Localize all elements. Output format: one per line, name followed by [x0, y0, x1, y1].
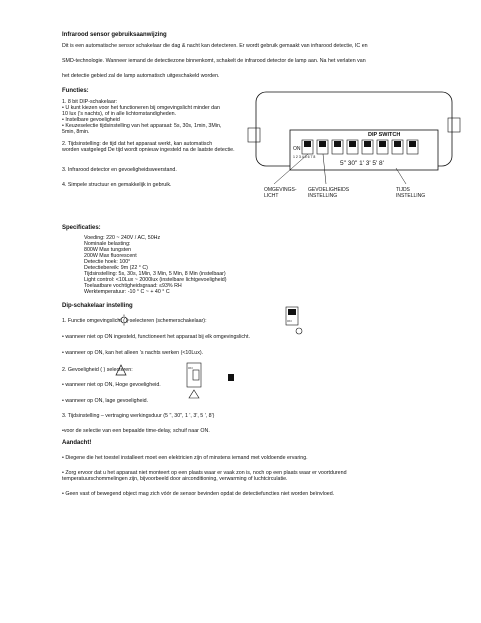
intro-line: het detectie gebied zal de lamp automatisch uitgeschakeld worden.: [62, 73, 220, 79]
dip-switch-diagram: [246, 90, 466, 220]
spec-line: Voeding: 220 ~ 240V / AC, 50Hz: [84, 235, 161, 241]
dip-line: 2. Gevoeligheid ( ) selecteren:: [62, 367, 133, 373]
intro-line: Dit is een automatische sensor schakelaar die dag & nacht kan detecteren. Er wordt gebruik gemaakt van infrarood detectie, IC en: [62, 43, 368, 49]
spec-line: Werktemperatuur: -10 ° C ~ + 40 ° C: [84, 289, 170, 295]
triangle-icon: [115, 364, 127, 376]
functies-line: • Instelbare gevoeligheid: [62, 117, 120, 123]
spec-line: 800W Max tungsten: [84, 247, 132, 253]
spec-line: 200W Max fluorescent: [84, 253, 137, 259]
functies-line: 3. Infrarood detector en gevoeligheidsweerstand.: [62, 167, 177, 173]
dip-numbers: 1 2 3 4 5 6 7 8: [293, 155, 316, 159]
functies-line: • Keuzeselectie tijdsinstelling van het apparaat: 5s, 30s, 1min, 3Min,: [62, 123, 222, 129]
functies-line: 1. 8 bit DIP-schakelaar:: [62, 99, 118, 105]
sun-moon-icon: [118, 314, 130, 326]
dip-on-label: ON: [293, 146, 301, 152]
functies-line: worden vastgelegd De tijd wordt opnieuw ingesteld na de laatste detectie.: [62, 147, 235, 153]
housing-mount-right: [448, 118, 460, 132]
dip-switch-2-knob: [319, 141, 326, 147]
switch-on-text: ON: [287, 319, 292, 323]
label-time-line2: INSTELLING: [396, 193, 426, 199]
housing-mount-left: [248, 128, 260, 142]
dip-switch-4-knob: [349, 141, 356, 147]
aandacht-heading: Aandacht!: [62, 440, 92, 446]
spec-line: Detectiebereik: 9m (22 ° C): [84, 265, 148, 271]
functies-line: 5min, 8min.: [62, 129, 90, 135]
functies-heading: Functies:: [62, 88, 89, 94]
aandacht-line: • Geen vast of bewegend object mag zich vóór de sensor bevinden opdat de detectiefuncties niet worden beïnvloed.: [62, 491, 335, 497]
dip-line: 1. Functie omgevingslicht ( ) selecteren (schemerschakelaar):: [62, 318, 207, 324]
dip-switch-8-knob: [409, 141, 416, 147]
functies-line: 10 lux ('s nachts), of in alle lichtomstandigheden.: [62, 111, 177, 117]
functies-line: 4. Simpele structuur en gemakkelijk in gebruik.: [62, 182, 172, 188]
dip-section-heading: Dip-schakelaar instelling: [62, 303, 133, 309]
dip-time-values: 5" 30" 1' 3' 5' 8': [340, 160, 384, 167]
label-light-line2: LICHT: [264, 193, 279, 199]
spec-line: Light control: <10Lux ~ 2000lux (instelbare lichtgevoeligheid): [84, 277, 227, 283]
spec-line: Toelaatbare vochtigheidsgraad: ≤93% RH: [84, 283, 182, 289]
label-sensitivity-line2: INSTELLING: [308, 193, 338, 199]
dip-switch-7-knob: [394, 141, 401, 147]
label-sensitivity-line1: GEVOELIGHEIDS: [308, 187, 350, 193]
dip-title: DIP SWITCH: [368, 132, 401, 138]
intro-line: SMD-technologie. Wanneer iemand de detectiezone binnenkomt, schakelt de infrarood detector de lamp aan. Na het verlaten van: [62, 58, 366, 64]
spec-line: Tijdsinstelling: 5s, 30s, 1Min, 3 Min, 5 Min, 8 Min (instelbaar): [84, 271, 226, 277]
dip-switch-6-knob: [379, 141, 386, 147]
sensitivity-switch-illustration: [186, 362, 208, 400]
filled-square-marker: [228, 374, 234, 381]
dip-line: • wanneer op ON, lage gevoeligheid.: [62, 398, 149, 404]
dip-switch-3-knob: [334, 141, 341, 147]
document-title: Infrarood sensor gebruiksaanwijzing: [62, 32, 167, 38]
dip-line: • wanneer niet op ON ingesteld, functioneert het apparaat bij elk omgevingslicht.: [62, 334, 250, 340]
dip-line: • wanneer op ON, kan het alleen 's nachts werken (<10Lux).: [62, 350, 204, 356]
label-light-line1: OMGEVINGS-: [264, 187, 297, 193]
specificaties-heading: Specificaties:: [62, 225, 101, 231]
aandacht-line: • Zorg ervoor dat u het apparaat niet monteert op een plaats waar er vaak zon is, noch op een plaats waar er voortdurend: [62, 470, 347, 476]
label-time: [396, 187, 425, 199]
functies-line: • U kunt kiezen voor het functioneren bij omgevingslicht minder dan: [62, 105, 220, 111]
label-sensitivity: [308, 187, 351, 199]
light-switch-illustration: [285, 306, 307, 336]
dip-line: 3. Tijdsinstelling – vertraging werkingsduur (5 ", 30", 1 ', 3', 5 ', 8'): [62, 413, 215, 419]
spec-line: Detectie hoek: 100°: [84, 259, 131, 265]
spec-line: Nominale belasting:: [84, 241, 131, 247]
dip-line: • wanneer niet op ON, Hoge gevoeligheid.: [62, 382, 161, 388]
aandacht-line: temperatuurschommelingen zijn, bijvoorbeeld door airconditioning, verwarming of luchtcirculatie.: [62, 476, 288, 482]
dip-switch-1-knob: [304, 141, 311, 147]
dip-switch-5-knob: [364, 141, 371, 147]
label-light: [264, 187, 298, 199]
label-time-line1: TIJDS: [396, 187, 410, 193]
aandacht-line: • Diegene die het toestel installeert moet een elektricien zijn of minstens iemand met voldoende ervaring.: [62, 455, 308, 461]
functies-line: 2. Tijdsinstelling: de tijd dat het apparaat werkt, kan automatisch: [62, 141, 213, 147]
dip-line: •voor de selectie van een bepaalde time-delay, schuif naar ON.: [62, 428, 210, 434]
sens-on-text: ON: [188, 366, 193, 370]
